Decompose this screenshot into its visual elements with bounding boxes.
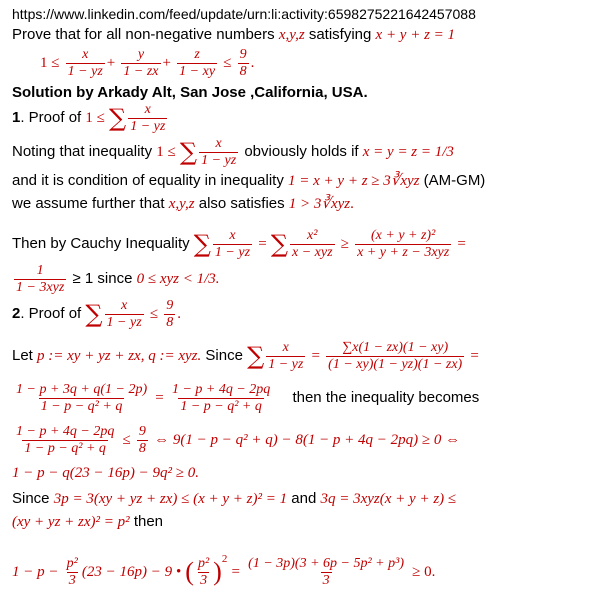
noting-text2: obviously holds if [244,143,359,160]
fraction [246,556,406,589]
problem-satisfying: satisfying [308,26,372,43]
numerator: x [215,135,222,151]
fraction [14,263,66,296]
let-math1: p := xy + yz + zx, q := xyz. [37,348,202,364]
denominator: 1 − xy [179,63,216,79]
sigma-symbol: ∑ [109,104,127,133]
becomes-line [12,420,460,460]
sigma-symbol: ∑ [270,230,288,259]
cauchy-eq2: = [457,236,466,252]
cauchy-ge: ≥ [340,236,349,252]
part1-text: . Proof of [20,109,82,126]
part2-heading [12,296,181,332]
equality-text1: and it is condition of equality in inequality [12,172,284,189]
part2-end: . [177,306,181,322]
equality-text2: (AM-GM) [423,172,486,189]
cauchy2-math: 0 ≤ xyz < 1/3. [136,271,220,287]
fraction [164,298,175,331]
denominator: 3 [68,572,76,588]
part1-label: 1 [12,109,21,126]
numerator: 1 − p + 4q − 2pq [171,381,271,397]
fraction [290,228,335,261]
fraction [177,47,217,80]
final-mid: (23 − 16p) − 9 • [81,564,182,580]
let-text1: Let [12,347,33,364]
noting-line [12,134,454,170]
numerator: 9 [239,46,247,62]
denominator: 3 [322,572,330,588]
cauchy-eq1: = [258,236,267,252]
denominator: (1 − xy)(1 − yz)(1 − zx) [328,356,463,372]
cauchy-line-2 [12,262,220,296]
fraction [121,47,160,80]
numerator: p² [66,555,78,571]
line3-math: 1 − p − q(23 − 16p) − 9q² ≥ 0. [12,465,199,481]
let-eq1: = [311,348,320,364]
since3p-text2: and [291,490,317,507]
expr-line [12,378,479,418]
since3p-math1: 3p = 3(xy + yz + zx) ≤ (x + y + z)² = 1 [53,491,288,507]
numerator: y [137,46,145,62]
fraction [14,424,116,457]
assume-math: 1 > 3∛xyz [288,196,351,212]
paren-close: ) [213,557,222,587]
fraction [65,556,80,589]
final-start: 1 − p − [12,564,59,580]
fraction [170,382,272,415]
since3p-text1: Since [12,490,50,507]
since3p-line [12,490,456,508]
problem-text: Prove that for all non-negative numbers [12,26,275,43]
line3 [12,464,199,482]
ineq-le: ≤ [223,55,232,71]
final-eq: = [231,564,240,580]
numerator: 1 − p + 3q + q(1 − 2p) [16,381,148,397]
then-text: then [133,513,164,530]
denominator: 1 − yz [67,63,103,79]
fraction [14,382,149,415]
fraction [266,340,305,373]
then-math: (xy + yz + zx)² = p² [12,514,130,530]
numerator: (1 − 3p)(3 + 6p − 5p² + p³) [248,555,404,571]
numerator: z [194,46,200,62]
numerator: x [120,297,128,313]
cauchy2-text: ≥ 1 since [72,270,133,287]
part2-le: ≤ [149,306,159,322]
noting-cond: x = y = z = 1/3 [362,144,454,160]
numerator: 1 [36,262,44,278]
noting-lhs: 1 ≤ [156,144,176,160]
denominator: x + y + z − 3xyz [357,244,450,260]
numerator: 1 − p + 4q − 2pq [16,423,115,439]
denominator: 1 − zx [123,63,159,79]
denominator: 3 [200,572,208,588]
fraction [66,47,105,80]
numerator: x [82,46,89,62]
denominator: 8 [166,314,174,330]
becomes-math: ⇔ 9(1 − p − q² + q) − 8(1 − p + 4q − 2pq) ≥ 0 ⇔ [154,432,461,448]
fraction [196,556,211,589]
then-line [12,513,163,531]
numerator: (x + y + z)² [371,227,436,243]
cauchy-line [12,224,466,264]
let-line [12,336,479,376]
cauchy-text: Then by Cauchy Inequality [12,235,190,252]
expr-text: then the inequality becomes [292,389,480,406]
paren-open: ( [185,557,194,587]
noting-text1: Noting that inequality [12,143,153,160]
denominator: 1 − yz [201,152,237,168]
part1-lhs: 1 ≤ [85,110,105,126]
final-line [12,538,435,593]
problem-statement [12,26,455,44]
solution-place: , San Jose ,California, USA. [171,84,368,101]
assume-text2: also satisfies [198,195,285,212]
denominator: 8 [239,63,247,79]
denominator: 8 [138,440,146,456]
denominator: 1 − p − q² + q [180,398,262,414]
denominator: 1 − yz [214,244,251,260]
problem-inequality: 1 ≤ $\frac{x}{1 - yz}$ + $\frac{y}{1 - zx}$ + $\frac{z}{1 - xy}$ ≤ $\frac{9}{8}$ . [40,46,255,79]
assume-end: . [350,196,354,212]
final-square: 2 [221,553,228,565]
equality-line [12,172,485,190]
equality-math: 1 = x + y + z ≥ 3∛xyz [288,173,420,189]
denominator: 1 − p − q² + q [24,440,106,456]
source-url: https://www.linkedin.com/feed/update/urn:li:activity:6598275221642457088 [12,6,476,22]
expr-eq: = [155,390,164,406]
numerator: p² [197,555,210,571]
ineq-end: . [250,55,255,71]
denominator: 1 − 3xyz [16,279,65,295]
part2-text: . Proof of [20,305,82,322]
denominator: x − xyz [291,244,333,260]
ineq-left: 1 ≤ [40,55,60,71]
final-end: ≥ 0. [412,564,436,580]
since3p-math2: 3q = 3xyz(x + y + z) ≤ [320,491,457,507]
fraction [105,298,144,331]
part2-label: 2 [12,305,21,322]
problem-condition: x + y + z = 1 [375,27,456,43]
denominator: 1 − yz [130,118,166,134]
fraction [199,136,238,169]
fraction [326,340,464,373]
denominator: 1 − yz [106,314,142,330]
sigma-symbol: ∑ [179,138,198,167]
problem-vars: x,y,z [278,27,305,43]
numerator: x [282,339,289,355]
numerator: x² [307,227,318,243]
fraction [128,102,167,135]
let-text2: Since [205,347,243,364]
sigma-symbol: ∑ [85,300,103,329]
let-eq2: = [470,348,479,364]
numerator: ∑x(1 − zx)(1 − xy) [342,339,449,355]
numerator: x [229,227,236,243]
fraction [355,228,451,261]
denominator: 1 − p − q² + q [40,398,123,414]
fraction [213,228,252,261]
sigma-symbol: ∑ [193,230,211,259]
assume-text1: we assume further that [12,195,165,212]
part1-heading [12,100,169,136]
numerator: 9 [138,423,146,439]
numerator: 9 [166,297,174,313]
fraction [238,47,249,80]
solution-author: Solution by Arkady Alt [12,84,172,101]
numerator: x [144,101,151,117]
assume-vars: x,y,z [168,196,195,212]
denominator: 1 − yz [268,356,304,372]
sigma-symbol: ∑ [247,342,265,371]
becomes-le: ≤ [122,432,131,448]
fraction [137,424,148,457]
assume-line [12,195,354,213]
